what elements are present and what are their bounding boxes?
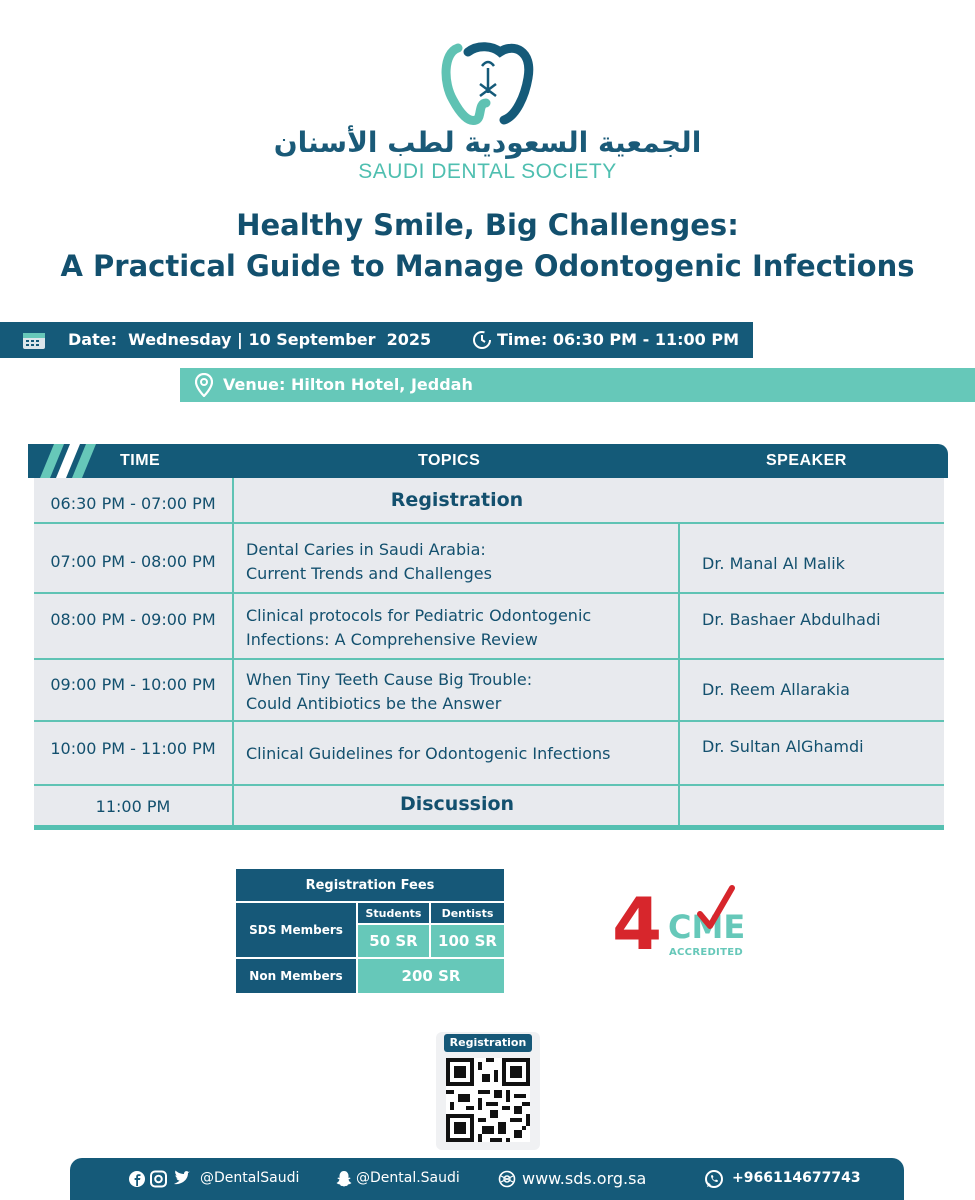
website-link[interactable]: www.sds.org.sa [522, 1169, 647, 1188]
stripes-decoration [40, 444, 100, 478]
qr-code-icon[interactable] [446, 1058, 530, 1142]
date-time-bar [0, 322, 753, 358]
schedule-body [34, 478, 944, 830]
cme-hours: 4 [612, 882, 663, 966]
non-members-fee: 200 SR [358, 959, 504, 993]
date-label: Date: [68, 330, 117, 349]
event-title-line1: Healthy Smile, Big Challenges: [236, 208, 739, 242]
row-topic: Registration [390, 489, 524, 511]
row-speaker: Dr. Reem Allarakia [702, 680, 850, 699]
row-topic: Dental Caries in Saudi Arabia: [246, 540, 486, 559]
registration-fees-table [236, 869, 504, 993]
checkmark-icon [696, 884, 736, 934]
row-time: 08:00 PM - 09:00 PM [50, 610, 216, 629]
org-name-arabic: الجمعية السعودية لطب الأسنان [273, 126, 702, 159]
event-title-line2: A Practical Guide to Manage Odontogenic Infections [60, 249, 915, 283]
row-speaker: Dr. Manal Al Malik [702, 554, 845, 573]
table-row [34, 524, 944, 594]
time-value: 06:30 PM - 11:00 PM [552, 330, 739, 349]
calendar-icon [22, 330, 46, 350]
venue-label: Venue: [223, 375, 286, 394]
row-time: 06:30 PM - 07:00 PM [50, 494, 216, 513]
table-row [34, 594, 944, 660]
social-handle[interactable]: @DentalSaudi [200, 1170, 300, 1186]
row-topic: Clinical protocols for Pediatric Odontogenic [246, 606, 592, 625]
row-topic-line2: Infections: A Comprehensive Review [246, 630, 538, 649]
cme-sub: ACCREDITED [669, 947, 743, 958]
registration-qr-card[interactable] [436, 1032, 540, 1150]
venue-value: Hilton Hotel, Jeddah [290, 375, 473, 394]
row-topic-line2: Could Antibiotics be the Answer [246, 694, 502, 713]
snapchat-handle[interactable]: @Dental.Saudi [356, 1170, 460, 1186]
row-topic: When Tiny Teeth Cause Big Trouble: [246, 670, 533, 689]
table-row [34, 660, 944, 722]
date-value: Wednesday | 10 September 2025 [128, 330, 432, 349]
cme-accredited-badge [612, 882, 746, 966]
globe-icon [498, 1170, 516, 1188]
row-time: 11:00 PM [95, 797, 171, 816]
cme-label: CME [668, 908, 746, 946]
table-row [34, 722, 944, 786]
social-icons [128, 1170, 194, 1188]
row-speaker: Dr. Bashaer Abdulhadi [702, 610, 881, 629]
dentists-fee: 100 SR [431, 925, 504, 957]
clock-icon [472, 330, 492, 350]
venue-bar [180, 368, 975, 402]
time-label: Time: [497, 330, 548, 349]
dentists-label: Dentists [431, 903, 504, 923]
row-topic: Clinical Guidelines for Odontogenic Infections [246, 744, 611, 763]
row-topic: Discussion [399, 793, 515, 815]
students-label: Students [358, 903, 429, 923]
footer-bar [70, 1158, 904, 1200]
non-members-label: Non Members [236, 959, 356, 993]
row-topic-line2: Current Trends and Challenges [246, 564, 492, 583]
snapchat-icon [336, 1170, 352, 1188]
qr-label: Registration [444, 1034, 532, 1052]
org-name-english: SAUDI DENTAL SOCIETY [358, 160, 617, 183]
fees-title: Registration Fees [236, 869, 504, 901]
table-row [34, 478, 944, 524]
location-pin-icon [195, 373, 213, 397]
row-speaker: Dr. Sultan AlGhamdi [702, 737, 864, 756]
header-topics: TOPICS [418, 452, 481, 469]
header-speaker: SPEAKER [766, 452, 847, 469]
row-time: 07:00 PM - 08:00 PM [50, 552, 216, 571]
tooth-logo-icon [438, 38, 538, 128]
schedule-table [28, 444, 948, 834]
phone-number[interactable]: +966114677743 [732, 1170, 861, 1186]
table-row [34, 786, 944, 825]
schedule-header [28, 444, 948, 478]
header-time: TIME [120, 452, 161, 469]
whatsapp-icon [704, 1169, 724, 1189]
row-time: 09:00 PM - 10:00 PM [50, 675, 216, 694]
row-time: 10:00 PM - 11:00 PM [50, 739, 216, 758]
sds-members-label: SDS Members [236, 903, 356, 957]
students-fee: 50 SR [358, 925, 429, 957]
